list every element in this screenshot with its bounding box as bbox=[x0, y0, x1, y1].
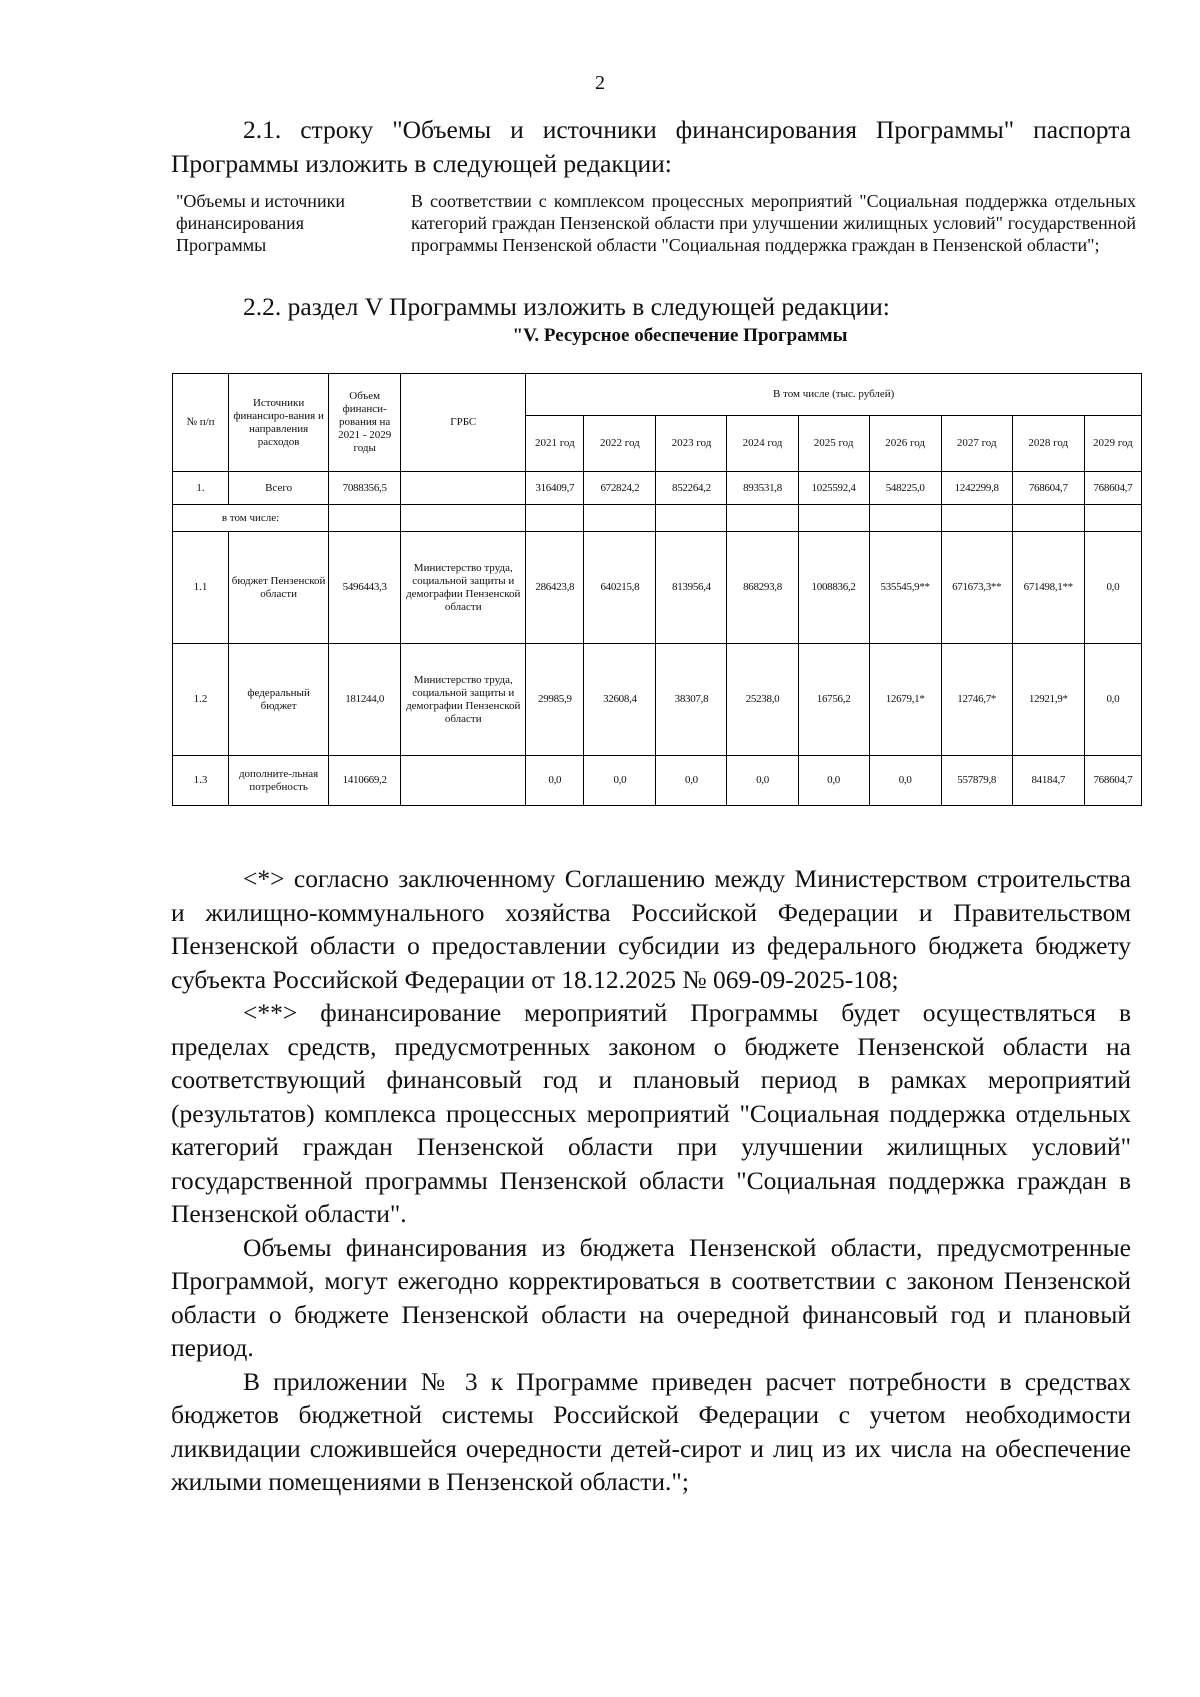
passport-row-value: В соответствии с комплексом процессных мероприятий "Социальная поддержка отдельных категорий граждан Пензенской области при улучшении жилищных условий" государственной программы Пензенской области "Социальная поддержка граждан в Пензенской области"; bbox=[411, 191, 1136, 255]
row-value: 12921,9* bbox=[1012, 644, 1084, 756]
row-value: 12679,1* bbox=[869, 644, 941, 756]
row-value: 671498,1** bbox=[1012, 532, 1084, 644]
row-value: 32608,4 bbox=[584, 644, 656, 756]
row-value: 0,0 bbox=[1084, 532, 1141, 644]
row-value: 852264,2 bbox=[656, 472, 727, 505]
row-value: 868293,8 bbox=[727, 532, 798, 644]
footnote-double-star bbox=[171, 996, 1131, 1231]
row-value: 29985,9 bbox=[526, 644, 584, 756]
row-value: 12746,7* bbox=[941, 644, 1012, 756]
item-2-2-text: 2.2. раздел V Программы изложить в следующей редакции: bbox=[243, 292, 890, 321]
row-value: 286423,8 bbox=[526, 532, 584, 644]
row-num: 1.1 bbox=[173, 532, 229, 644]
row-value: 640215,8 bbox=[584, 532, 656, 644]
row-value: 0,0 bbox=[798, 756, 869, 806]
row-source: дополните-льная потребность bbox=[229, 756, 329, 806]
table-row bbox=[173, 644, 1142, 756]
passport-row-label: "Объемы и источники финансирования Программы bbox=[176, 191, 345, 255]
row-value: 1025592,4 bbox=[798, 472, 869, 505]
row-value: 0,0 bbox=[727, 756, 798, 806]
header-incl: В том числе (тыс. рублей) bbox=[526, 374, 1142, 416]
header-year: 2024 год bbox=[727, 416, 798, 472]
row-value: 316409,7 bbox=[526, 472, 584, 505]
row-value: 0,0 bbox=[584, 756, 656, 806]
row-source: Всего bbox=[229, 472, 329, 505]
row-source: федеральный бюджет bbox=[229, 644, 329, 756]
header-year: 2027 год bbox=[941, 416, 1012, 472]
footnote-text: <**> финансирование мероприятий Программы будет осуществляться в пределах средств, предусмотренных законом о бюджете Пензенской области на соответствующий финансовый год и плановый период в рамках мероприятий (результатов) комплекса процессных мероприятий "Социальная поддержка отдельных категорий граждан Пензенской области при улучшении жилищных условий" государственной программы Пензенской области "Социальная поддержка граждан в Пензенской области". bbox=[171, 998, 1131, 1228]
row-value: 84184,7 bbox=[1012, 756, 1084, 806]
row-value: 0,0 bbox=[869, 756, 941, 806]
row-num: 1.3 bbox=[173, 756, 229, 806]
header-grbs: ГРБС bbox=[401, 374, 526, 472]
row-value: 1008836,2 bbox=[798, 532, 869, 644]
header-year: 2029 год bbox=[1084, 416, 1141, 472]
page-number: 2 bbox=[595, 72, 605, 94]
row-value: 768604,7 bbox=[1084, 472, 1141, 505]
header-year: 2026 год bbox=[869, 416, 941, 472]
header-year: 2023 год bbox=[656, 416, 727, 472]
row-value: 672824,2 bbox=[584, 472, 656, 505]
section-title: "V. Ресурсное обеспечение Программы bbox=[512, 325, 848, 346]
row-value: 16756,2 bbox=[798, 644, 869, 756]
item-2-1-paragraph bbox=[171, 113, 1131, 180]
row-value: 0,0 bbox=[656, 756, 727, 806]
header-year: 2021 год bbox=[526, 416, 584, 472]
header-volume: Объем финанси-рования на 2021 - 2029 годы bbox=[329, 374, 401, 472]
row-grbs bbox=[401, 472, 526, 505]
row-volume: 181244,0 bbox=[329, 644, 401, 756]
row-value: 1242299,8 bbox=[941, 472, 1012, 505]
table-row bbox=[173, 472, 1142, 505]
row-source: бюджет Пензенской области bbox=[229, 532, 329, 644]
row-num: 1. bbox=[173, 472, 229, 505]
row-value: 813956,4 bbox=[656, 532, 727, 644]
resource-table bbox=[172, 373, 1142, 806]
row-volume: 7088356,5 bbox=[329, 472, 401, 505]
table-row bbox=[173, 505, 1142, 532]
table-row bbox=[173, 532, 1142, 644]
header-source: Источники финансиро-вания и направления расходов bbox=[229, 374, 329, 472]
row-value: 893531,8 bbox=[727, 472, 798, 505]
footnotes-block bbox=[171, 862, 1131, 1499]
row-grbs: Министерство труда, социальной защиты и демографии Пензенской области bbox=[401, 532, 526, 644]
row-value: 535545,9** bbox=[869, 532, 941, 644]
footnote-text: <*> согласно заключенному Соглашению между Министерством строительства и жилищно-коммунального хозяйства Российской Федерации и Правительством Пензенской области о предоставлении субсидии из федерального бюджета бюджету субъекта Российской Федерации от 18.12.2025 № 069-09-2025-108; bbox=[171, 864, 1131, 994]
paragraph-appendix bbox=[171, 1365, 1131, 1499]
item-2-1-text: 2.1. строку "Объемы и источники финансирования Программы" паспорта Программы изложить в следующей редакции: bbox=[171, 115, 1131, 178]
row-value: 557879,8 bbox=[941, 756, 1012, 806]
incl-row-label: в том числе: bbox=[173, 505, 329, 532]
row-grbs: Министерство труда, социальной защиты и демографии Пензенской области bbox=[401, 644, 526, 756]
paragraph-text: В приложении № 3 к Программе приведен расчет потребности в средствах бюджетов бюджетной системы Российской Федерации с учетом необходимости ликвидации сложившейся очередности детей-сирот и лиц из их числа на обеспечение жилыми помещениями в Пензенской области."; bbox=[171, 1366, 1131, 1496]
row-value: 38307,8 bbox=[656, 644, 727, 756]
header-num: № п/п bbox=[173, 374, 229, 472]
row-value: 0,0 bbox=[526, 756, 584, 806]
row-num: 1.2 bbox=[173, 644, 229, 756]
header-year: 2028 год bbox=[1012, 416, 1084, 472]
header-year: 2022 год bbox=[584, 416, 656, 472]
row-grbs bbox=[401, 756, 526, 806]
row-value: 768604,7 bbox=[1012, 472, 1084, 505]
row-value: 548225,0 bbox=[869, 472, 941, 505]
paragraph-text: Объемы финансирования из бюджета Пензенской области, предусмотренные Программой, могут ежегодно корректироваться в соответствии с законом Пензенской области о бюджете Пензенской области на очередной финансовый год и плановый период. bbox=[171, 1232, 1131, 1362]
header-year: 2025 год bbox=[798, 416, 869, 472]
footnote-single-star bbox=[171, 862, 1131, 996]
paragraph-volumes bbox=[171, 1231, 1131, 1365]
item-2-2-paragraph bbox=[171, 290, 1131, 324]
row-value: 768604,7 bbox=[1084, 756, 1141, 806]
row-value: 0,0 bbox=[1084, 644, 1141, 756]
row-volume: 1410669,2 bbox=[329, 756, 401, 806]
table-row bbox=[173, 756, 1142, 806]
row-value: 25238,0 bbox=[727, 644, 798, 756]
row-value: 671673,3** bbox=[941, 532, 1012, 644]
row-volume: 5496443,3 bbox=[329, 532, 401, 644]
